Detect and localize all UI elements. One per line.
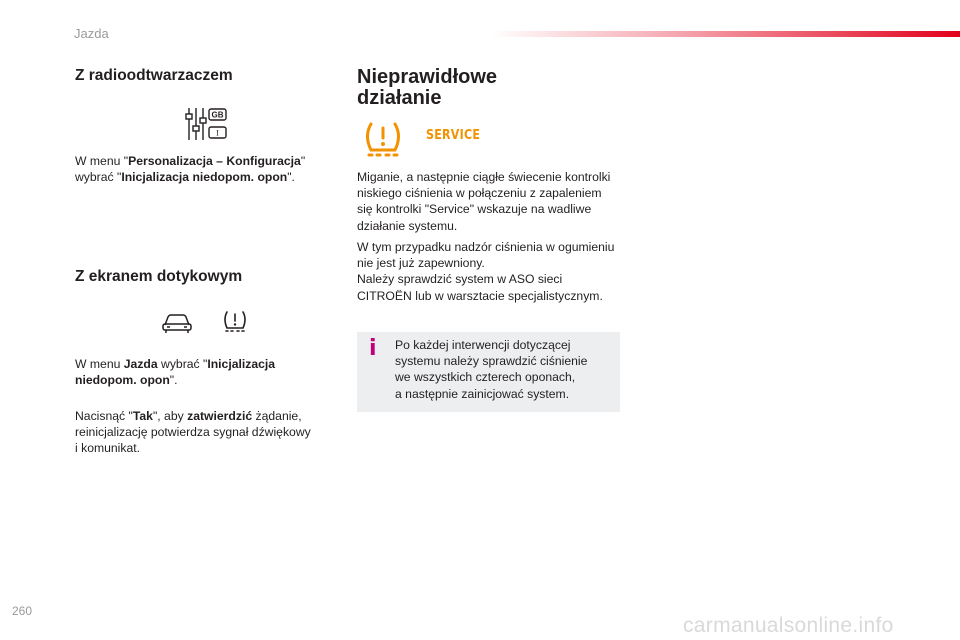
malfunction-paragraph-1	[357, 169, 627, 234]
service-warning-label: SERVICE	[426, 128, 481, 143]
text-fragment: ".	[287, 170, 295, 185]
menu-item: Inicjalizacja	[207, 357, 276, 371]
text-fragment: wybrać "	[157, 357, 208, 371]
text-fragment: "	[300, 154, 306, 168]
tyre-pressure-warning-icon	[363, 120, 403, 160]
touch-section-title: Z ekranem dotykowym	[75, 268, 243, 285]
text-line: systemu należy sprawdzić ciśnienie	[395, 354, 588, 369]
text-line: a następnie zainicjować system.	[395, 386, 570, 401]
text-fragment: ".	[169, 373, 178, 388]
text-line: we wszystkich czterech oponach,	[395, 370, 576, 385]
menu-path: Personalizacja – Konfiguracja	[128, 154, 301, 168]
text-line: Miganie, a następnie ciągłe świecenie kontrolki	[357, 170, 611, 184]
info-icon: i	[369, 336, 377, 361]
text-fragment: W menu "	[75, 154, 129, 168]
confirm-option: Tak	[132, 409, 153, 423]
text-fragment: ", aby	[152, 409, 188, 423]
i-language-label: I	[216, 128, 219, 138]
menu-item: Inicjalizacja niedopom. opon	[121, 170, 288, 185]
text-line: niskiego ciśnienia w połączeniu z zapaleniem	[357, 186, 602, 201]
text-fragment: reinicjalizację potwierdza sygnał dźwiękowy	[75, 425, 311, 440]
gb-language-label: GB	[211, 110, 224, 120]
touch-instructions-confirm	[75, 408, 350, 457]
menu-item: niedopom. opon	[75, 373, 170, 388]
menu-path: Jazda	[123, 357, 158, 371]
radio-section-title: Z radioodtwarzaczem	[75, 67, 233, 84]
text-line: nie jest już zapewniony.	[357, 256, 485, 271]
page-number: 260	[12, 604, 33, 618]
settings-sliders-gb-icon	[183, 104, 229, 144]
text-line: Należy sprawdzić system w ASO sieci	[357, 272, 563, 287]
text-line: Po każdej interwencji dotyczącej	[395, 338, 571, 352]
tyre-pressure-icon	[222, 309, 248, 335]
text-fragment: W menu	[75, 357, 124, 371]
watermark: carmanualsonline.info	[683, 614, 894, 637]
text-line: W tym przypadku nadzór ciśnienia w ogumieniu	[357, 240, 615, 254]
text-line: się kontrolki "Service" wskazuje na wadliwe	[357, 202, 592, 217]
text-fragment: żądanie,	[252, 409, 302, 423]
touch-instructions-menu	[75, 356, 345, 388]
title-line: działanie	[357, 87, 442, 109]
section-label: Jazda	[74, 26, 109, 41]
header-accent-bar	[490, 31, 960, 37]
radio-instructions	[75, 153, 345, 185]
car-icon	[161, 310, 193, 334]
text-line: CITROËN lub w warsztacie specjalistycznym.	[357, 288, 603, 303]
text-fragment: i komunikat.	[75, 441, 141, 456]
text-line: działanie systemu.	[357, 218, 458, 233]
text-fragment: Nacisnąć "	[75, 409, 133, 423]
title-line: Nieprawidłowe	[357, 66, 498, 88]
malfunction-title	[357, 67, 497, 109]
emphasis: zatwierdzić	[187, 409, 253, 423]
text-fragment: wybrać "	[75, 170, 122, 185]
malfunction-paragraph-2	[357, 239, 627, 304]
info-note-text	[395, 337, 613, 402]
